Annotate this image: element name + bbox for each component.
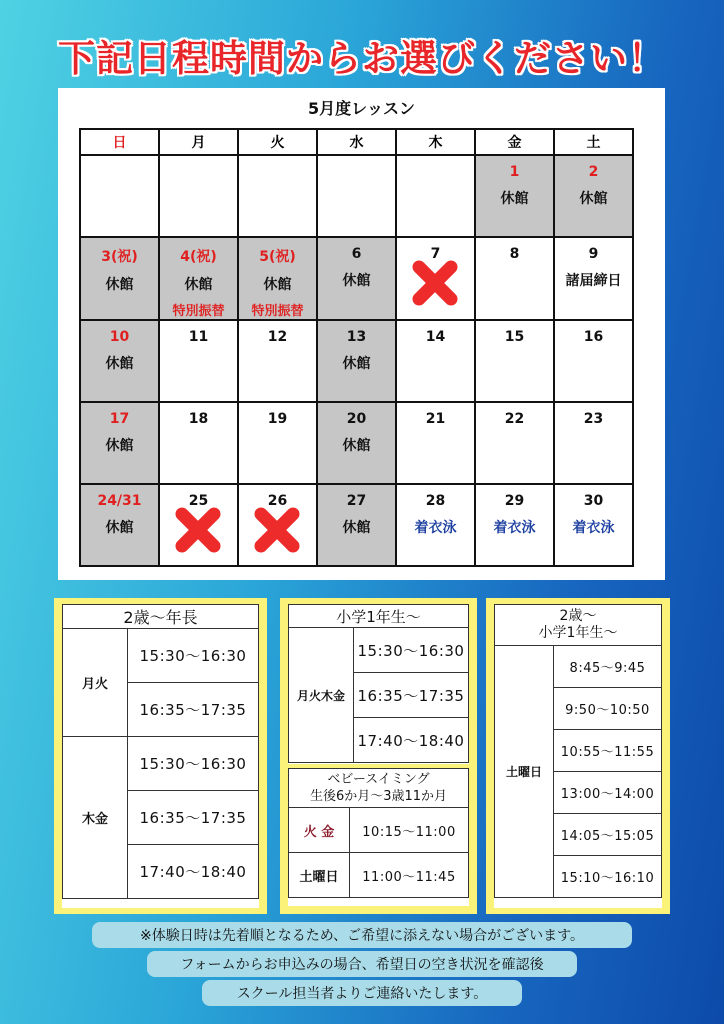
calendar-day-empty: [80, 155, 159, 237]
schedule-time: 13:00～14:00: [554, 772, 662, 814]
calendar-day: [396, 237, 475, 320]
calendar-day-empty: [396, 155, 475, 237]
notice-line: ※体験日時は先着順となるため、ご希望に添えない場合がございます。: [92, 922, 632, 948]
day-note: 休館: [105, 438, 134, 454]
day-number: 2: [588, 164, 599, 180]
day-note: 休館: [105, 356, 134, 372]
day-number: 25: [188, 493, 209, 509]
schedule-title: 2歳～年長: [63, 605, 259, 629]
day-number: 8: [509, 246, 520, 262]
calendar-week: [80, 402, 633, 484]
day-note: 休館: [342, 520, 371, 536]
day-number: 27: [346, 493, 367, 509]
day-note: 着衣泳: [414, 520, 457, 536]
calendar-day: [317, 320, 396, 402]
calendar-day: [396, 320, 475, 402]
schedule-card-elementary: [280, 598, 477, 914]
calendar-day: [238, 484, 317, 566]
calendar-day: [317, 237, 396, 320]
schedule-time: 10:15～11:00: [350, 808, 469, 853]
calendar-day: [554, 320, 633, 402]
calendar-day: [159, 320, 238, 402]
day-number: 22: [504, 411, 525, 427]
weekday-wed: 水: [317, 129, 396, 155]
calendar-day: [80, 237, 159, 320]
schedule-table-saturday: [494, 604, 662, 898]
schedule-card-saturday: [486, 598, 670, 914]
day-number: 7: [430, 246, 441, 262]
day-number: 18: [188, 411, 209, 427]
calendar-day: [159, 484, 238, 566]
day-subnote: 特別振替: [172, 304, 225, 319]
weekday-sun: 日: [80, 129, 159, 155]
day-note: 着衣泳: [572, 520, 615, 536]
schedule-day: 月火木金: [289, 628, 354, 763]
calendar-day-empty: [238, 155, 317, 237]
weekday-mon: 月: [159, 129, 238, 155]
weekday-header-row: [80, 129, 633, 155]
cross-mark-icon: [175, 507, 221, 553]
day-number: 16: [583, 329, 604, 345]
day-number: 24/31: [97, 493, 142, 509]
calendar-day: [475, 237, 554, 320]
calendar-day-empty: [159, 155, 238, 237]
day-note: 休館: [105, 277, 134, 293]
weekday-fri: 金: [475, 129, 554, 155]
calendar-day: [80, 402, 159, 484]
schedule-card-toddler: [54, 598, 267, 914]
calendar-day: [238, 237, 317, 320]
day-note: 休館: [342, 356, 371, 372]
schedule-time: 17:40～18:40: [354, 718, 469, 763]
schedule-time: 11:00～11:45: [350, 853, 469, 898]
day-number: 23: [583, 411, 604, 427]
day-note: 休館: [342, 438, 371, 454]
schedule-day: 月火: [63, 629, 128, 737]
schedule-day: 火 金: [289, 808, 350, 853]
baby-title: ベビースイミング: [327, 772, 430, 787]
calendar-day: [475, 484, 554, 566]
schedule-table-baby: [288, 768, 469, 898]
schedule-time: 15:30～16:30: [128, 629, 259, 683]
schedule-time: 16:35～17:35: [128, 791, 259, 845]
day-note: 休館: [105, 520, 134, 536]
calendar-day: [475, 155, 554, 237]
day-subnote: 特別振替: [251, 304, 304, 319]
schedule-time: 9:50～10:50: [554, 688, 662, 730]
calendar-day: [396, 484, 475, 566]
weekday-sat: 土: [554, 129, 633, 155]
calendar-day: [80, 484, 159, 566]
day-note: 休館: [579, 191, 608, 207]
day-number: 13: [346, 329, 367, 345]
day-number: 1: [509, 164, 520, 180]
calendar-week: [80, 320, 633, 402]
schedule-table-elementary: [288, 604, 469, 763]
cross-mark-icon: [254, 507, 300, 553]
day-number: 26: [267, 493, 288, 509]
day-number: 4(祝): [180, 249, 217, 265]
calendar-day: [159, 402, 238, 484]
calendar-day: [554, 484, 633, 566]
cross-mark-icon: [412, 260, 458, 306]
schedule-title: 小学1年生～: [289, 605, 469, 628]
schedule-subtitle: 小学1年生～: [538, 625, 618, 641]
day-number: 3(祝): [101, 249, 138, 265]
day-number: 14: [425, 329, 446, 345]
schedule-table-toddler: [62, 604, 259, 899]
weekday-tue: 火: [238, 129, 317, 155]
calendar-day: [238, 402, 317, 484]
schedule-time: 8:45～9:45: [554, 646, 662, 688]
day-number: 17: [109, 411, 130, 427]
day-note: 休館: [342, 273, 371, 289]
schedule-time: 16:35～17:35: [128, 683, 259, 737]
notice: [92, 922, 632, 1009]
calendar-day: [475, 402, 554, 484]
calendar-day: [475, 320, 554, 402]
day-number: 28: [425, 493, 446, 509]
calendar-table: [79, 128, 634, 567]
day-note: 着衣泳: [493, 520, 536, 536]
schedule-time: 16:35～17:35: [354, 673, 469, 718]
calendar-day: [317, 402, 396, 484]
day-number: 19: [267, 411, 288, 427]
schedule-title: 2歳～: [559, 608, 597, 624]
day-number: 30: [583, 493, 604, 509]
day-note: 諸届締日: [565, 273, 622, 289]
notice-line: スクール担当者よりご連絡いたします。: [202, 980, 522, 1006]
schedule-time: 10:55～11:55: [554, 730, 662, 772]
day-number: 10: [109, 329, 130, 345]
schedule-time: 17:40～18:40: [128, 845, 259, 899]
day-number: 20: [346, 411, 367, 427]
headline: 下記日程時間からお選びください！: [58, 37, 666, 80]
calendar-panel: [58, 88, 665, 580]
schedule-time: 14:05～15:05: [554, 814, 662, 856]
day-number: 12: [267, 329, 288, 345]
calendar-week: [80, 155, 633, 237]
schedule-time: 15:30～16:30: [354, 628, 469, 673]
day-number: 11: [188, 329, 209, 345]
calendar-day: [159, 237, 238, 320]
day-note: 休館: [500, 191, 529, 207]
day-number: 15: [504, 329, 525, 345]
day-note: 休館: [184, 277, 213, 293]
day-note: 休館: [263, 277, 292, 293]
calendar-day-empty: [317, 155, 396, 237]
calendar-day: [80, 320, 159, 402]
schedule-day: 土曜日: [289, 853, 350, 898]
calendar-day: [554, 237, 633, 320]
weekday-thu: 木: [396, 129, 475, 155]
day-number: 29: [504, 493, 525, 509]
calendar-day: [396, 402, 475, 484]
day-number: 9: [588, 246, 599, 262]
calendar-day: [317, 484, 396, 566]
schedule-day: 木金: [63, 737, 128, 899]
calendar-day: [238, 320, 317, 402]
notice-line: フォームからお申込みの場合、希望日の空き状況を確認後: [147, 951, 577, 977]
schedule-day: 土曜日: [495, 646, 554, 898]
calendar-week: [80, 237, 633, 320]
day-number: 5(祝): [259, 249, 296, 265]
calendar-week: [80, 484, 633, 566]
calendar-day: [554, 402, 633, 484]
day-number: 21: [425, 411, 446, 427]
schedule-time: 15:10～16:10: [554, 856, 662, 898]
calendar-day: [554, 155, 633, 237]
schedule-time: 15:30～16:30: [128, 737, 259, 791]
day-number: 6: [351, 246, 362, 262]
calendar-title: 5月度レッスン: [308, 99, 415, 118]
baby-subtitle: 生後6か月～3歳11か月: [309, 789, 448, 804]
